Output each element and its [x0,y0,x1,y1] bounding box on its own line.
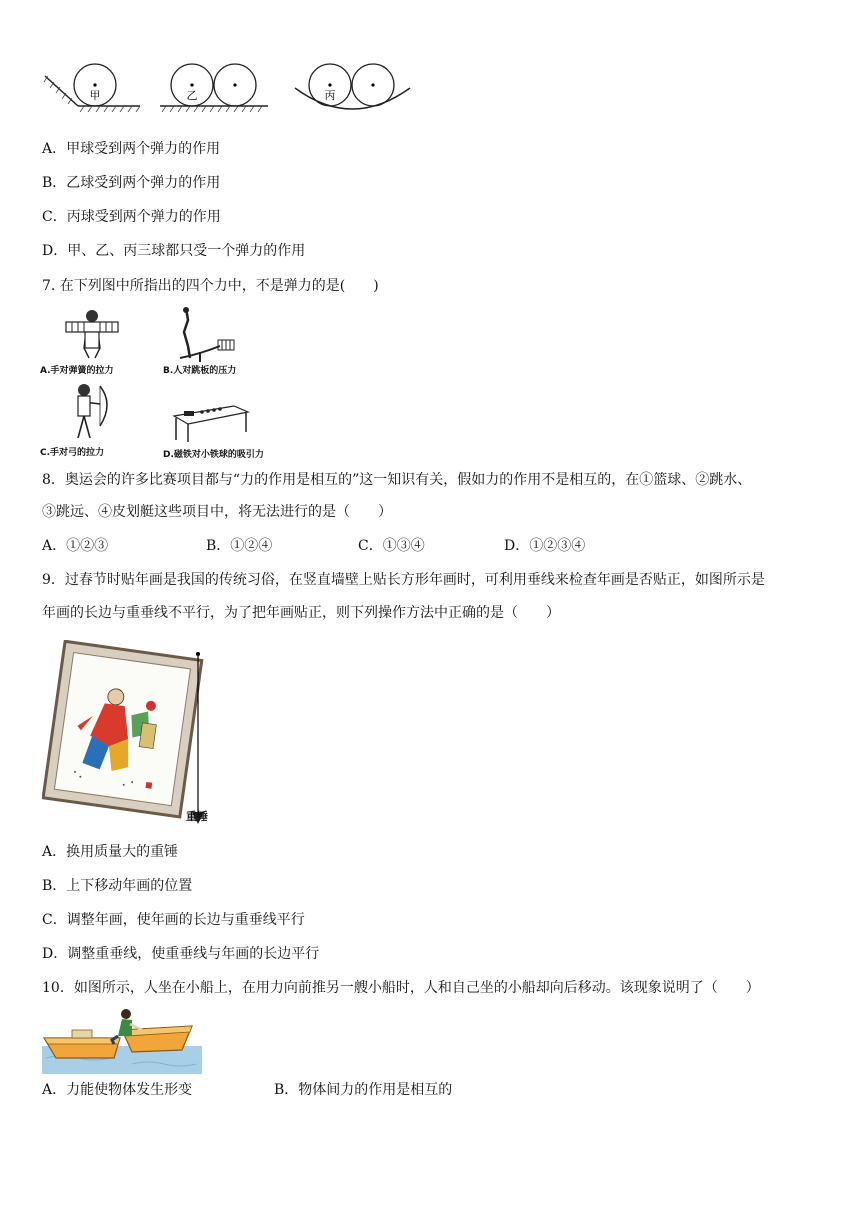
q10-figure [42,1008,202,1074]
q6-figure [40,58,420,118]
q9-figure [42,640,222,830]
q6-option-b: B．乙球受到两个弹力的作用 [42,175,221,191]
q9-option-b: B．上下移动年画的位置 [42,878,193,894]
q7-figure-a [62,308,122,360]
q8-option-b: B．①②④ [206,538,273,554]
q7-caption-b: B.人对跳板的压力 [163,366,237,376]
q8-option-c: C．①③④ [358,538,425,554]
q7-caption-d: D.磁铁对小铁球的吸引力 [163,450,264,460]
q9-stem-line-2: 年画的长边与重垂线不平行，为了把年画贴正，则下列操作方法中正确的是（ ） [42,605,560,621]
q6-option-a: A．甲球受到两个弹力的作用 [42,141,221,157]
q6-label-bing: 丙 [324,89,336,102]
q6-label-jia: 甲 [89,89,101,102]
q7-caption-c: C.手对弓的拉力 [40,448,105,458]
q6-label-yi: 乙 [186,89,198,102]
q10-option-a: A．力能使物体发生形变 [42,1082,193,1098]
q9-option-c: C．调整年画，使年画的长边与重垂线平行 [42,912,305,928]
q9-option-d: D．调整重垂线，使重垂线与年画的长边平行 [42,946,320,962]
q8-option-a: A．①②③ [42,538,109,554]
q7-figure-c [66,382,116,440]
q8-option-d: D．①②③④ [504,538,586,554]
q10-stem: 10．如图所示，人坐在小船上，在用力向前推另一艘小船时，人和自己坐的小船却向后移动。该现象说明了（ ） [42,980,760,996]
q7-stem: 7. 在下列图中所指出的四个力中，不是弹力的是( ) [42,278,379,294]
q9-figure-label: 重锤 [186,810,208,823]
q6-figure-bing [295,64,410,109]
q10-option-b: B．物体间力的作用是相互的 [274,1082,453,1098]
q6-option-d: D．甲、乙、丙三球都只受一个弹力的作用 [42,243,306,259]
q7-figure-b [170,306,240,362]
q9-option-a: A．换用质量大的重锤 [42,844,179,860]
q8-stem-line-1: 8．奥运会的许多比赛项目都与“力的作用是相互的”这一知识有关，假如力的作用不是相互的，在①篮球、②跳水、 [42,472,752,488]
q6-option-c: C．丙球受到两个弹力的作用 [42,209,221,225]
q8-stem-line-2: ③跳远、④皮划艇这些项目中，将无法进行的是（ ） [42,504,392,520]
q7-caption-a: A.手对弹簧的拉力 [40,366,114,376]
q6-figure-jia [44,64,140,112]
q7-figure-d [168,400,250,442]
q6-figure-yi [160,64,268,112]
q9-stem-line-1: 9．过春节时贴年画是我国的传统习俗，在竖直墙壁上贴长方形年画时，可利用垂线来检查年画是否贴正，如图所示是 [42,572,765,588]
